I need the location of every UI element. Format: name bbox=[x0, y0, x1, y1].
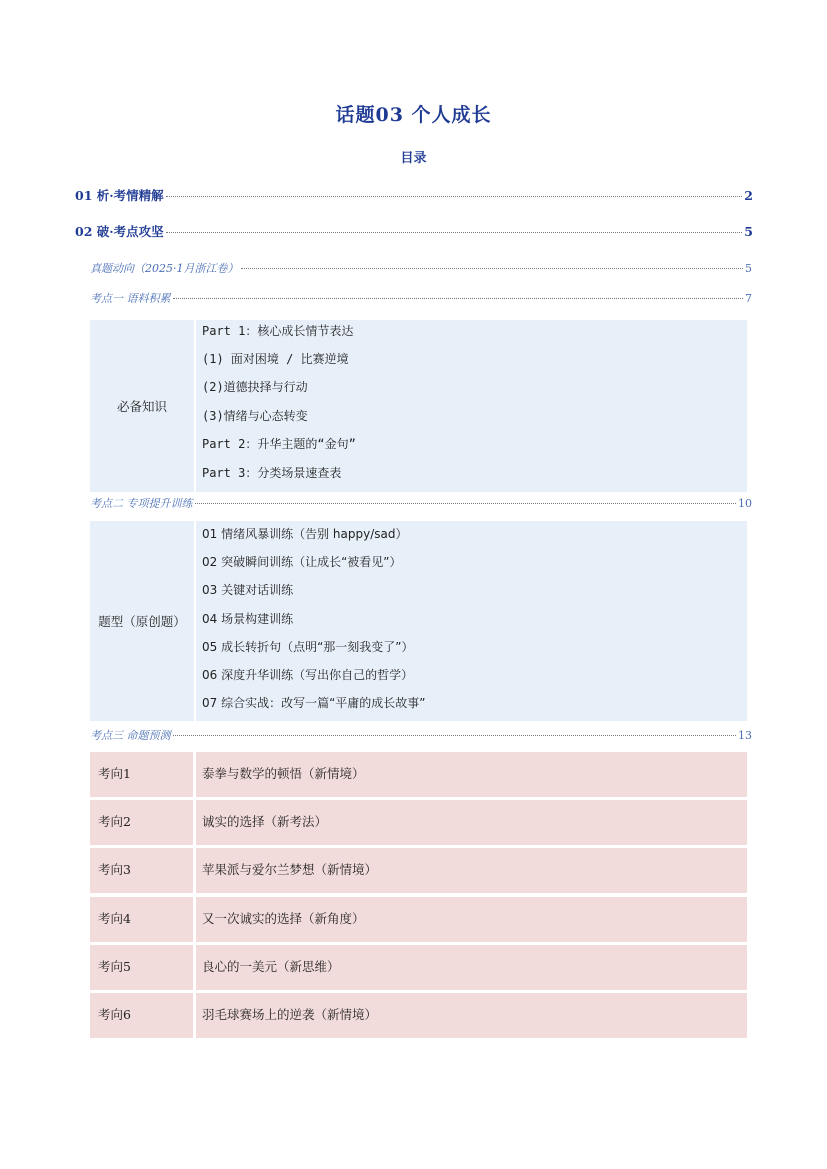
row-text: 羽毛球赛场上的逆袭（新情境） bbox=[202, 1007, 378, 1022]
toc-page-number: 7 bbox=[745, 292, 752, 305]
document-title: 话题03 个人成长 bbox=[335, 104, 492, 126]
table-content-cell bbox=[196, 320, 747, 492]
row-label: 考向1 bbox=[98, 766, 131, 781]
toc-entry-label: 考点二 专项提升训练 bbox=[90, 497, 193, 510]
toc-entry-point-3[interactable] bbox=[90, 727, 752, 743]
toc-entry-label: 考点一 语料积累 bbox=[90, 292, 171, 305]
table-row-header: 题型（原创题） bbox=[90, 521, 194, 721]
row-label: 考向5 bbox=[98, 959, 131, 974]
list-item[interactable]: Part 1：核心成长情节表达 bbox=[202, 324, 354, 338]
row-text: 良心的一美元（新思维） bbox=[202, 959, 340, 974]
table-row[interactable] bbox=[90, 993, 747, 1038]
table-content-cell bbox=[196, 521, 747, 721]
toc-entry-exam-trends[interactable] bbox=[90, 260, 752, 276]
list-item[interactable]: 06 深度升华训练（写出你自己的哲学） bbox=[202, 668, 414, 682]
list-item[interactable]: Part 3：分类场景速查表 bbox=[202, 466, 342, 480]
essential-knowledge-table bbox=[90, 320, 747, 492]
toc-leader bbox=[173, 298, 744, 299]
row-text: 苹果派与爱尔兰梦想（新情境） bbox=[202, 862, 378, 877]
table-row[interactable] bbox=[90, 945, 747, 990]
table-row[interactable] bbox=[90, 897, 747, 942]
toc-entry-point-1[interactable] bbox=[90, 290, 752, 306]
list-item[interactable]: Part 2：升华主题的“金句” bbox=[202, 437, 356, 451]
toc-leader bbox=[173, 735, 737, 736]
row-label: 考向6 bbox=[98, 1007, 131, 1022]
toc-page-number: 2 bbox=[744, 188, 753, 203]
toc-leader bbox=[195, 503, 737, 504]
list-item[interactable]: (1) 面对困境 / 比赛逆境 bbox=[202, 352, 349, 366]
row-text: 诚实的选择（新考法） bbox=[202, 814, 328, 829]
toc-entry-point-2[interactable] bbox=[90, 495, 752, 511]
prediction-table bbox=[90, 752, 747, 1042]
toc-entry-label: 01 析·考情精解 bbox=[75, 188, 164, 203]
toc-leader bbox=[241, 268, 744, 269]
table-row[interactable] bbox=[90, 800, 747, 845]
toc-entry-label: 02 破·考点攻坚 bbox=[75, 224, 164, 239]
table-row[interactable] bbox=[90, 752, 747, 797]
toc-page-number: 5 bbox=[745, 262, 752, 275]
toc-heading: 目录 bbox=[400, 151, 427, 166]
row-label: 考向2 bbox=[98, 814, 131, 829]
toc-page-number: 13 bbox=[738, 729, 752, 742]
list-item[interactable]: 01 情绪风暴训练（告别 happy/sad） bbox=[202, 527, 408, 541]
list-item[interactable]: 05 成长转折句（点明“那一刻我变了”） bbox=[202, 640, 414, 654]
row-text: 又一次诚实的选择（新角度） bbox=[202, 911, 365, 926]
list-item[interactable]: (3)情绪与心态转变 bbox=[202, 409, 308, 423]
list-item[interactable]: 07 综合实战：改写一篇“平庸的成长故事” bbox=[202, 696, 426, 710]
toc-entry-analysis[interactable] bbox=[75, 186, 753, 204]
toc-entry-label: 考点三 命题预测 bbox=[90, 729, 171, 742]
table-row[interactable] bbox=[90, 848, 747, 893]
list-item[interactable]: (2)道德抉择与行动 bbox=[202, 380, 308, 394]
question-types-table bbox=[90, 521, 747, 721]
row-text: 泰拳与数学的顿悟（新情境） bbox=[202, 766, 365, 781]
list-item[interactable]: 04 场景构建训练 bbox=[202, 612, 294, 626]
toc-leader bbox=[166, 196, 743, 197]
toc-entry-breakthrough[interactable] bbox=[75, 222, 753, 240]
table-row-header: 必备知识 bbox=[90, 320, 194, 492]
toc-entry-label: 真题动向（2025·1月浙江卷） bbox=[90, 262, 239, 275]
row-label: 考向4 bbox=[98, 911, 131, 926]
toc-page-number: 5 bbox=[744, 224, 753, 239]
toc-leader bbox=[166, 232, 743, 233]
toc-page-number: 10 bbox=[738, 497, 752, 510]
list-item[interactable]: 02 突破瞬间训练（让成长“被看见”） bbox=[202, 555, 402, 569]
list-item[interactable]: 03 关键对话训练 bbox=[202, 583, 294, 597]
row-label: 考向3 bbox=[98, 862, 131, 877]
